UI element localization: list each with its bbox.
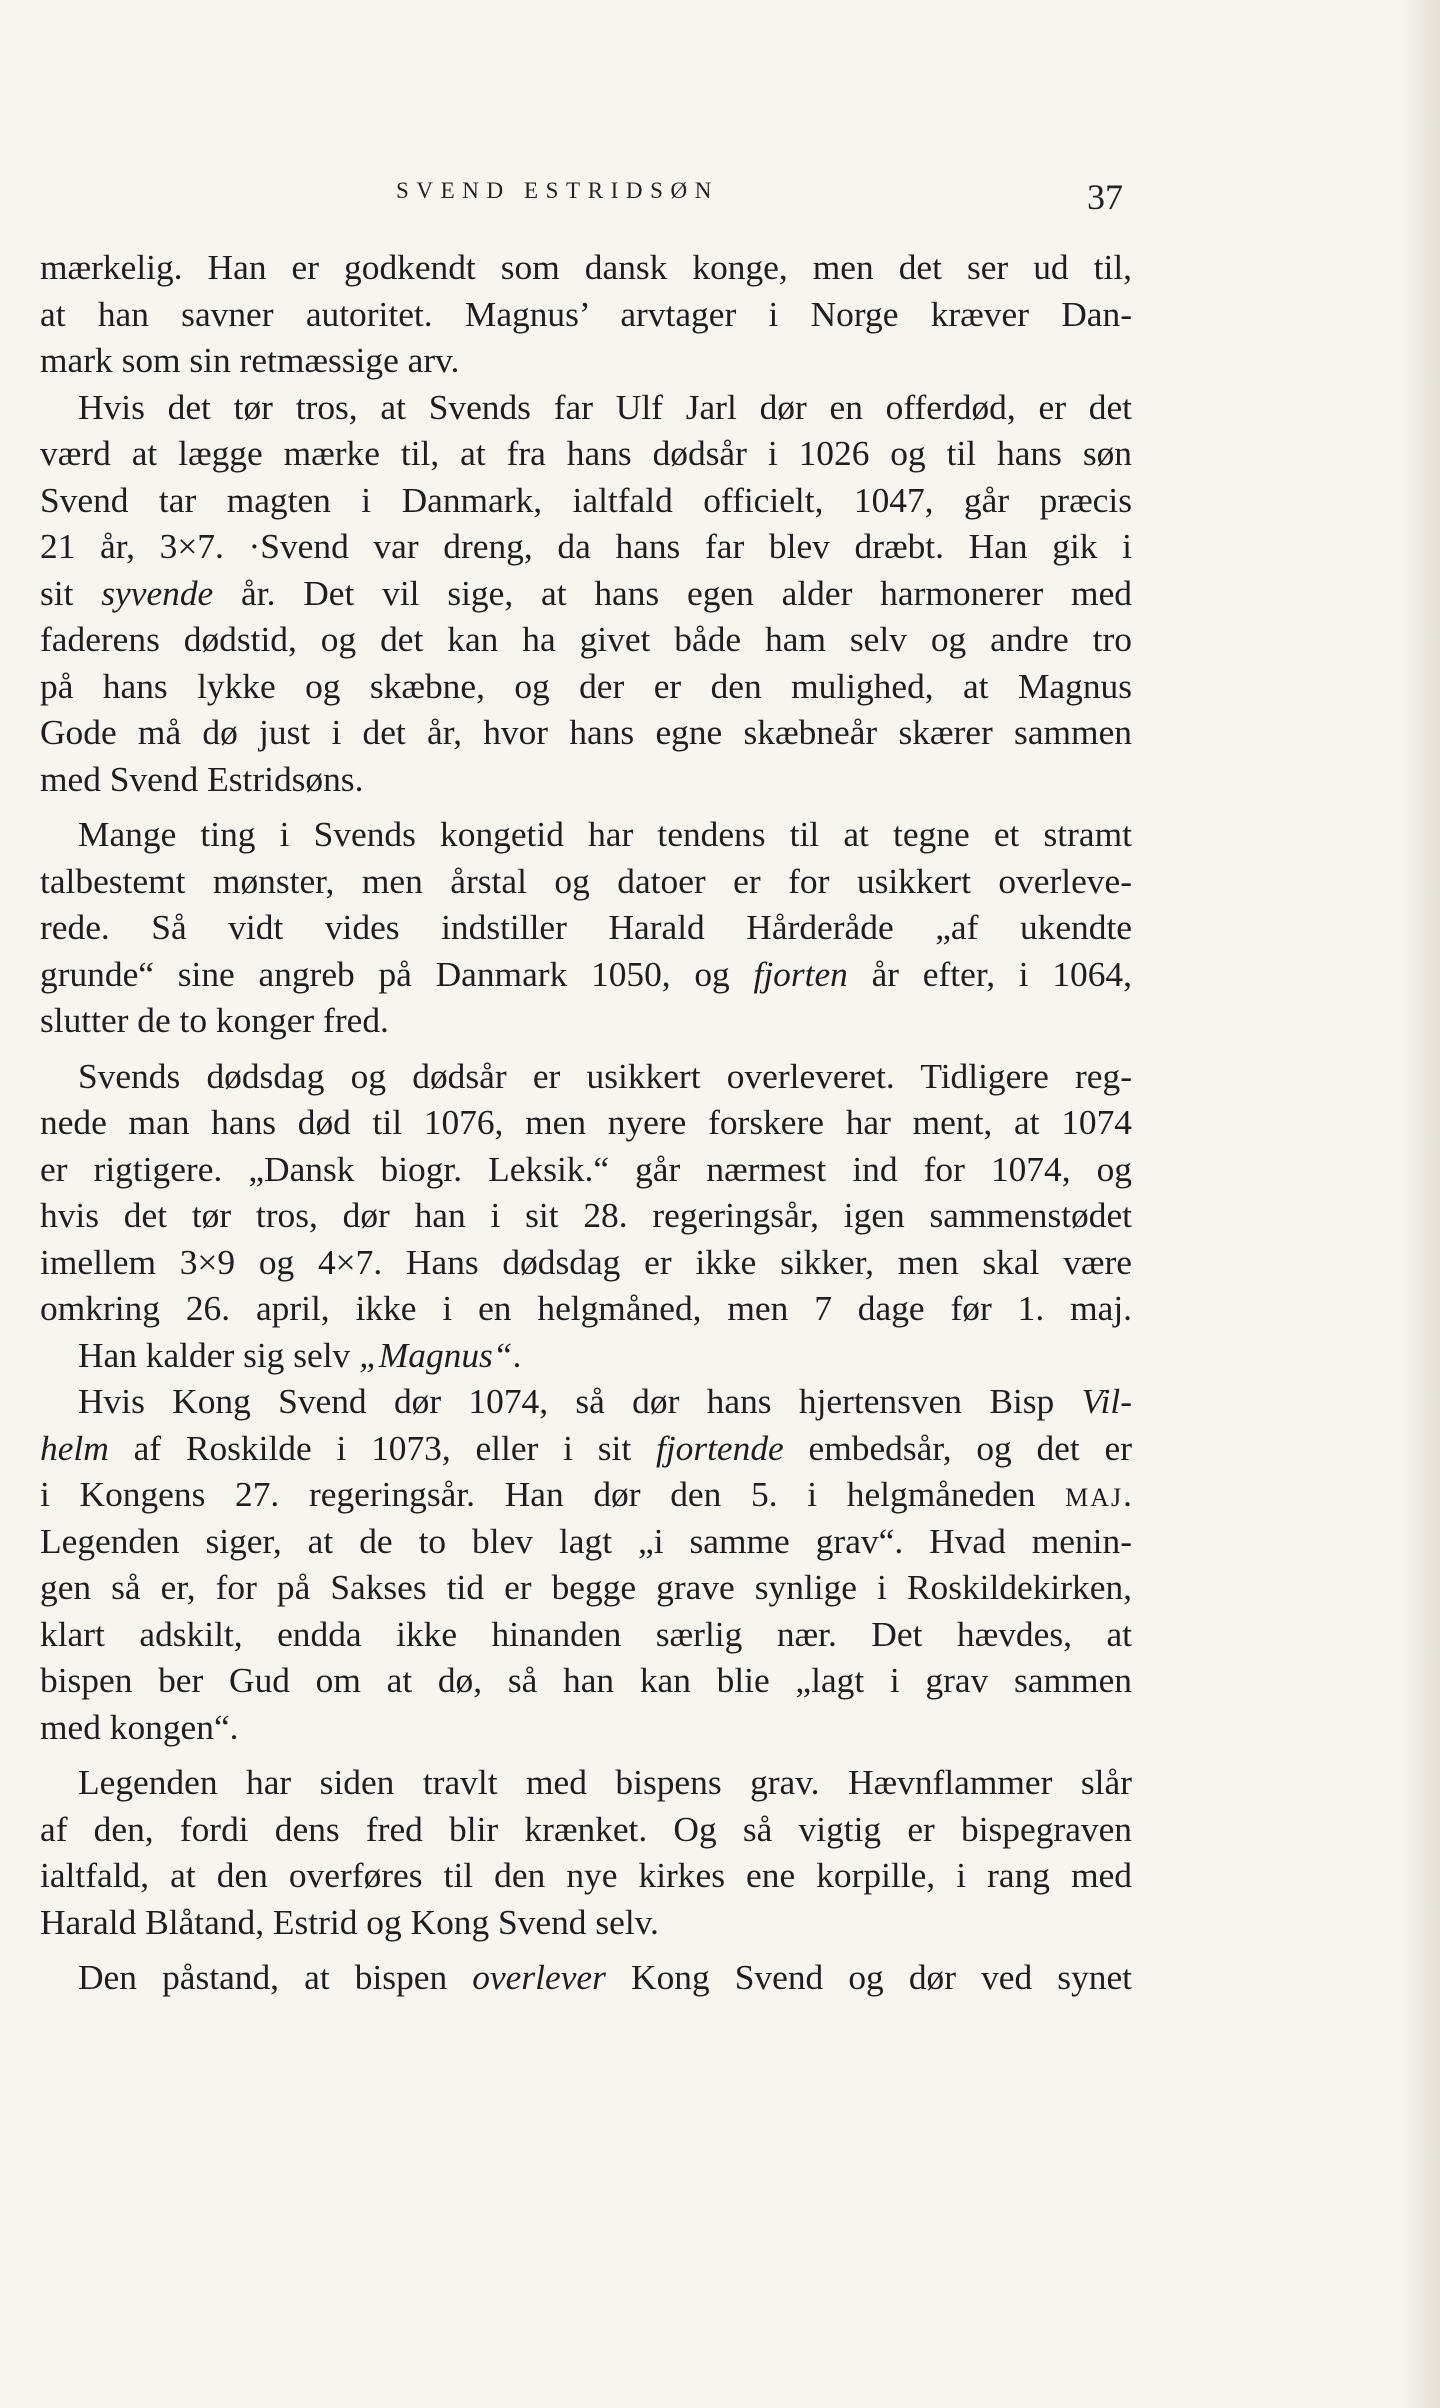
text-line: værd at lægge mærke til, at fra hans dødsår i 1026 og til hans søn: [40, 433, 1132, 473]
text-line: Den påstand, at bispen overlever Kong Svend og dør ved synet: [78, 1957, 1133, 1997]
text-line: i Kongens 27. regeringsår. Han dør den 5. i helgmåneden MAJ.: [40, 1474, 1132, 1514]
paragraph: [40, 1759, 1132, 1945]
paragraph: [40, 1053, 1132, 1332]
text-line: mærkelig. Han er godkendt som dansk konge, men det ser ud til,: [40, 247, 1132, 287]
text-line: slutter de to konger fred.: [40, 1000, 389, 1040]
text-line: faderens dødstid, og det kan ha givet både ham selv og andre tro: [40, 619, 1132, 659]
text-line: Han kalder sig selv „Magnus“.: [78, 1334, 522, 1375]
paragraph: [40, 811, 1132, 1044]
text-line: at han savner autoritet. Magnus’ arvtager i Norge kræver Dan-: [40, 293, 1132, 334]
text-line: klart adskilt, endda ikke hinanden særlig nær. Det hævdes, at: [40, 1613, 1132, 1654]
text-line: Svends dødsdag og dødsår er usikkert overleveret. Tidligere reg-: [78, 1055, 1132, 1096]
text-line: hvis det tør tros, dør han i sit 28. regeringsår, igen sammenstødet: [40, 1195, 1132, 1235]
text-line: imellem 3×9 og 4×7. Hans dødsdag er ikke sikker, men skal være: [40, 1241, 1132, 1282]
text-line: Harald Blåtand, Estrid og Kong Svend selv.: [40, 1901, 659, 1942]
text-line: med kongen“.: [40, 1706, 239, 1747]
paragraph: [40, 1954, 1132, 2001]
text-line: mark som sin retmæssige arv.: [40, 340, 460, 380]
page-edge: [1400, 0, 1440, 2408]
text-line: Svend tar magten i Danmark, ialtfald officielt, 1047, går præcis: [40, 479, 1132, 520]
text-line: bispen ber Gud om at dø, så han kan blie „lagt i grav sammen: [40, 1660, 1132, 1700]
text-line: helm af Roskilde i 1073, eller i sit fjortende embedsår, og det er: [40, 1427, 1132, 1468]
text-line: sit syvende år. Det vil sige, at hans egen alder harmonerer med: [40, 572, 1132, 613]
text-line: Mange ting i Svends kongetid har tendens til at tegne et stramt: [78, 814, 1132, 854]
text-line: ialtfald, at den overføres til den nye kirkes ene korpille, i rang med: [40, 1855, 1132, 1895]
text-line: 21 år, 3×7. ·Svend var dreng, da hans far blev dræbt. Han gik i: [40, 526, 1132, 566]
paragraph: [40, 244, 1132, 384]
body-text: [40, 244, 1132, 2001]
text-line: af den, fordi dens fred blir krænket. Og så vigtig er bispegraven: [40, 1808, 1132, 1849]
paragraph: [40, 384, 1132, 803]
text-line: Legenden har siden travlt med bispens grav. Hævnflammer slår: [78, 1762, 1132, 1802]
paragraph: [40, 1332, 1132, 1379]
text-line: Hvis det tør tros, at Svends far Ulf Jarl dør en offerdød, er det: [78, 386, 1132, 427]
running-title: SVEND ESTRIDSØN: [396, 178, 719, 203]
text-line: omkring 26. april, ikke i en helgmåned, men 7 dage før 1. maj.: [40, 1288, 1132, 1328]
text-line: gen så er, for på Sakses tid er begge grave synlige i Roskildekirken,: [40, 1567, 1132, 1607]
text-line: med Svend Estridsøns.: [40, 758, 364, 799]
text-line: Gode må dø just i det år, hvor hans egne skæbneår skærer sammen: [40, 712, 1132, 752]
text-line: nede man hans død til 1076, men nyere forskere har ment, at 1074: [40, 1102, 1132, 1142]
text-line: på hans lykke og skæbne, og der er den mulighed, at Magnus: [40, 665, 1132, 706]
page-number: 37: [1087, 177, 1123, 217]
text-line: grunde“ sine angreb på Danmark 1050, og fjorten år efter, i 1064,: [40, 953, 1132, 994]
text-line: Legenden siger, at de to blev lagt „i samme grav“. Hvad menin-: [40, 1520, 1132, 1561]
text-line: er rigtigere. „Dansk biogr. Leksik.“ går nærmest ind for 1074, og: [40, 1148, 1132, 1189]
text-line: talbestemt mønster, men årstal og datoer er for usikkert overleve-: [40, 860, 1132, 901]
paragraph: [40, 1378, 1132, 1750]
text-line: rede. Så vidt vides indstiller Harald Hårderåde „af ukendte: [40, 907, 1132, 947]
text-line: Hvis Kong Svend dør 1074, så dør hans hjertensven Bisp Vil-: [78, 1381, 1132, 1421]
